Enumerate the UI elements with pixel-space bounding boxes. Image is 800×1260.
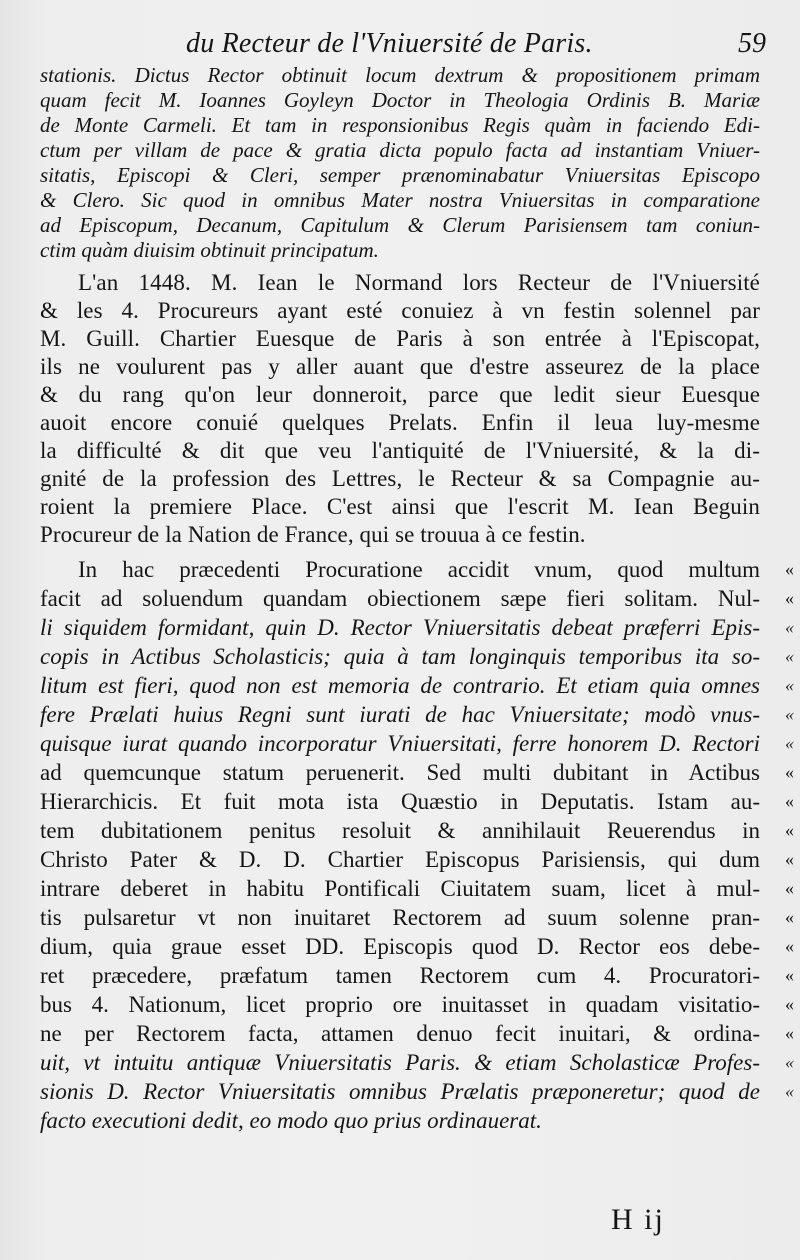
- quotation-mark: «: [785, 849, 794, 869]
- text-line: [40, 700, 794, 729]
- quotation-mark: «: [785, 588, 794, 608]
- page-header: [0, 28, 800, 64]
- line-text: ad quemcunque statum peruenerit. Sed multi dubitant in Actibus: [40, 760, 760, 785]
- latin-quotation-paragraph: [40, 555, 794, 1135]
- text-line: [40, 1106, 760, 1135]
- text-line: de Monte Carmeli. Et tam in responsionibus Regis quàm in faciendo Edi-: [40, 113, 760, 137]
- latin-paragraph-1: [40, 63, 760, 263]
- running-title: du Recteur de l'Vniuersité de Paris.: [186, 28, 593, 59]
- text-line: [40, 1019, 794, 1048]
- text-line: Procureur de la Nation de France, qui se trouua à ce festin.: [40, 522, 586, 547]
- text-line: auoit encore conuié quelques Prelats. Enfin il leua luy-mesme: [40, 410, 760, 435]
- text-line: [40, 642, 794, 671]
- quotation-mark: «: [785, 791, 794, 811]
- line-text: tem dubitationem penitus resoluit & annihilauit Reuerendus in: [40, 818, 760, 843]
- text-line: [40, 961, 794, 990]
- quotation-mark: «: [785, 965, 794, 985]
- text-line: la difficulté & dit que veu l'antiquité de l'Vniuersité, & la di-: [40, 438, 760, 463]
- quotation-mark: «: [785, 646, 794, 666]
- signature-mark: H ij: [611, 1203, 665, 1236]
- text-line: [40, 1077, 794, 1106]
- text-line: ad Episcopum, Decanum, Capitulum & Clerum Parisiensem tam coniun-: [40, 213, 760, 237]
- quotation-mark: «: [785, 994, 794, 1014]
- line-text: ret præcedere, præfatum tamen Rectorem cum 4. Procuratori-: [40, 963, 760, 988]
- text-line: & Clero. Sic quod in omnibus Mater nostra Vniuersitas in comparatione: [40, 188, 760, 212]
- line-text: dium, quia graue esset DD. Episcopis quod D. Rector eos debe-: [40, 934, 760, 959]
- text-line: stationis. Dictus Rector obtinuit locum dextrum & propositionem primam: [40, 63, 760, 87]
- text-line: [40, 816, 794, 845]
- quotation-mark: «: [785, 617, 794, 637]
- line-text: litum est fieri, quod non est memoria de contrario. Et etiam quia omnes: [40, 673, 760, 698]
- line-text: tis pulsaretur vt non inuitaret Rectorem ad suum solenne pran-: [40, 905, 760, 930]
- text-line: [40, 758, 794, 787]
- text-line: ils ne voulurent pas y aller auant que d'estre asseurez de la place: [40, 354, 760, 379]
- line-text: Christo Pater & D. D. Chartier Episcopus Parisiensis, qui dum: [40, 847, 760, 872]
- text-line: gnité de la profession des Lettres, le Recteur & sa Compagnie au-: [40, 466, 760, 491]
- text-line: & les 4. Procureurs ayant esté conuiez à vn festin solennel par: [40, 298, 760, 323]
- text-line: [40, 729, 794, 758]
- quotation-mark: «: [785, 1023, 794, 1043]
- text-line: [40, 787, 794, 816]
- line-text: In hac præcedenti Procuratione accidit vnum, quod multum: [78, 557, 760, 582]
- text-line: quam fecit M. Ioannes Goyleyn Doctor in Theologia Ordinis B. Mariæ: [40, 88, 760, 112]
- line-text: Hierarchicis. Et fuit mota ista Quæstio in Deputatis. Istam au-: [40, 789, 760, 814]
- text-line: [40, 1048, 794, 1077]
- text-line: roient la premiere Place. C'est ainsi que l'escrit M. Iean Beguin: [40, 494, 760, 519]
- line-text: sionis D. Rector Vniuersitatis omnibus Prælatis præponeretur; quod de: [40, 1079, 760, 1104]
- page-number: 59: [738, 28, 766, 59]
- line-text: li siquidem formidant, quin D. Rector Vniuersitatis debeat præferri Epis-: [40, 615, 760, 640]
- quotation-mark: «: [785, 936, 794, 956]
- text-line: [40, 874, 794, 903]
- quotation-mark: «: [785, 762, 794, 782]
- line-text: fere Prælati huius Regni sunt iurati de hac Vniuersitate; modò vnus-: [40, 702, 760, 727]
- line-text: ne per Rectorem facta, attamen denuo fecit inuitari, & ordina-: [40, 1021, 760, 1046]
- text-line: [40, 990, 794, 1019]
- quotation-mark: «: [785, 907, 794, 927]
- quotation-mark: «: [785, 733, 794, 753]
- quotation-mark: «: [785, 704, 794, 724]
- quotation-mark: «: [785, 559, 794, 579]
- line-text: quisque iurat quando incorporatur Vniuersitati, ferre honorem D. Rectori: [40, 731, 760, 756]
- text-line: [40, 555, 794, 584]
- line-text: intrare deberet in habitu Pontificali Ciuitatem suam, licet à mul-: [40, 876, 760, 901]
- page-body: [40, 63, 794, 1135]
- line-text: facit ad soluendum quandam obiectionem sæpe fieri solitam. Nul-: [40, 586, 760, 611]
- quotation-mark: «: [785, 1081, 794, 1101]
- french-paragraph: [40, 269, 760, 549]
- line-text: bus 4. Nationum, licet proprio ore inuitasset in quadam visitatio-: [40, 992, 760, 1017]
- line-text: copis in Actibus Scholasticis; quia à tam longinquis temporibus ita so-: [40, 644, 760, 669]
- text-line: & du rang qu'on leur donneroit, parce que ledit sieur Euesque: [40, 382, 760, 407]
- text-line: [40, 932, 794, 961]
- text-line: M. Guill. Chartier Euesque de Paris à son entrée à l'Episcopat,: [40, 326, 760, 351]
- quotation-mark: «: [785, 820, 794, 840]
- line-text: facto executioni dedit, eo modo quo prius ordinauerat.: [40, 1108, 542, 1133]
- quotation-mark: «: [785, 1052, 794, 1072]
- text-line: [40, 903, 794, 932]
- text-line: sitatis, Episcopi & Cleri, semper prænominabatur Vniuersitas Episcopo: [40, 163, 760, 187]
- text-line: ctim quàm diuisim obtinuit principatum.: [40, 238, 379, 262]
- quotation-mark: «: [785, 675, 794, 695]
- text-line: [40, 845, 794, 874]
- text-line: [40, 613, 794, 642]
- text-line: [40, 671, 794, 700]
- quotation-mark: «: [785, 878, 794, 898]
- text-line: [40, 584, 794, 613]
- text-line: ctum per villam de pace & gratia dicta populo facta ad instantiam Vniuer-: [40, 138, 760, 162]
- line-text: uit, vt intuitu antiquæ Vniuersitatis Paris. & etiam Scholasticæ Profes-: [40, 1050, 760, 1075]
- text-line: L'an 1448. M. Iean le Normand lors Recteur de l'Vniuersité: [78, 270, 760, 295]
